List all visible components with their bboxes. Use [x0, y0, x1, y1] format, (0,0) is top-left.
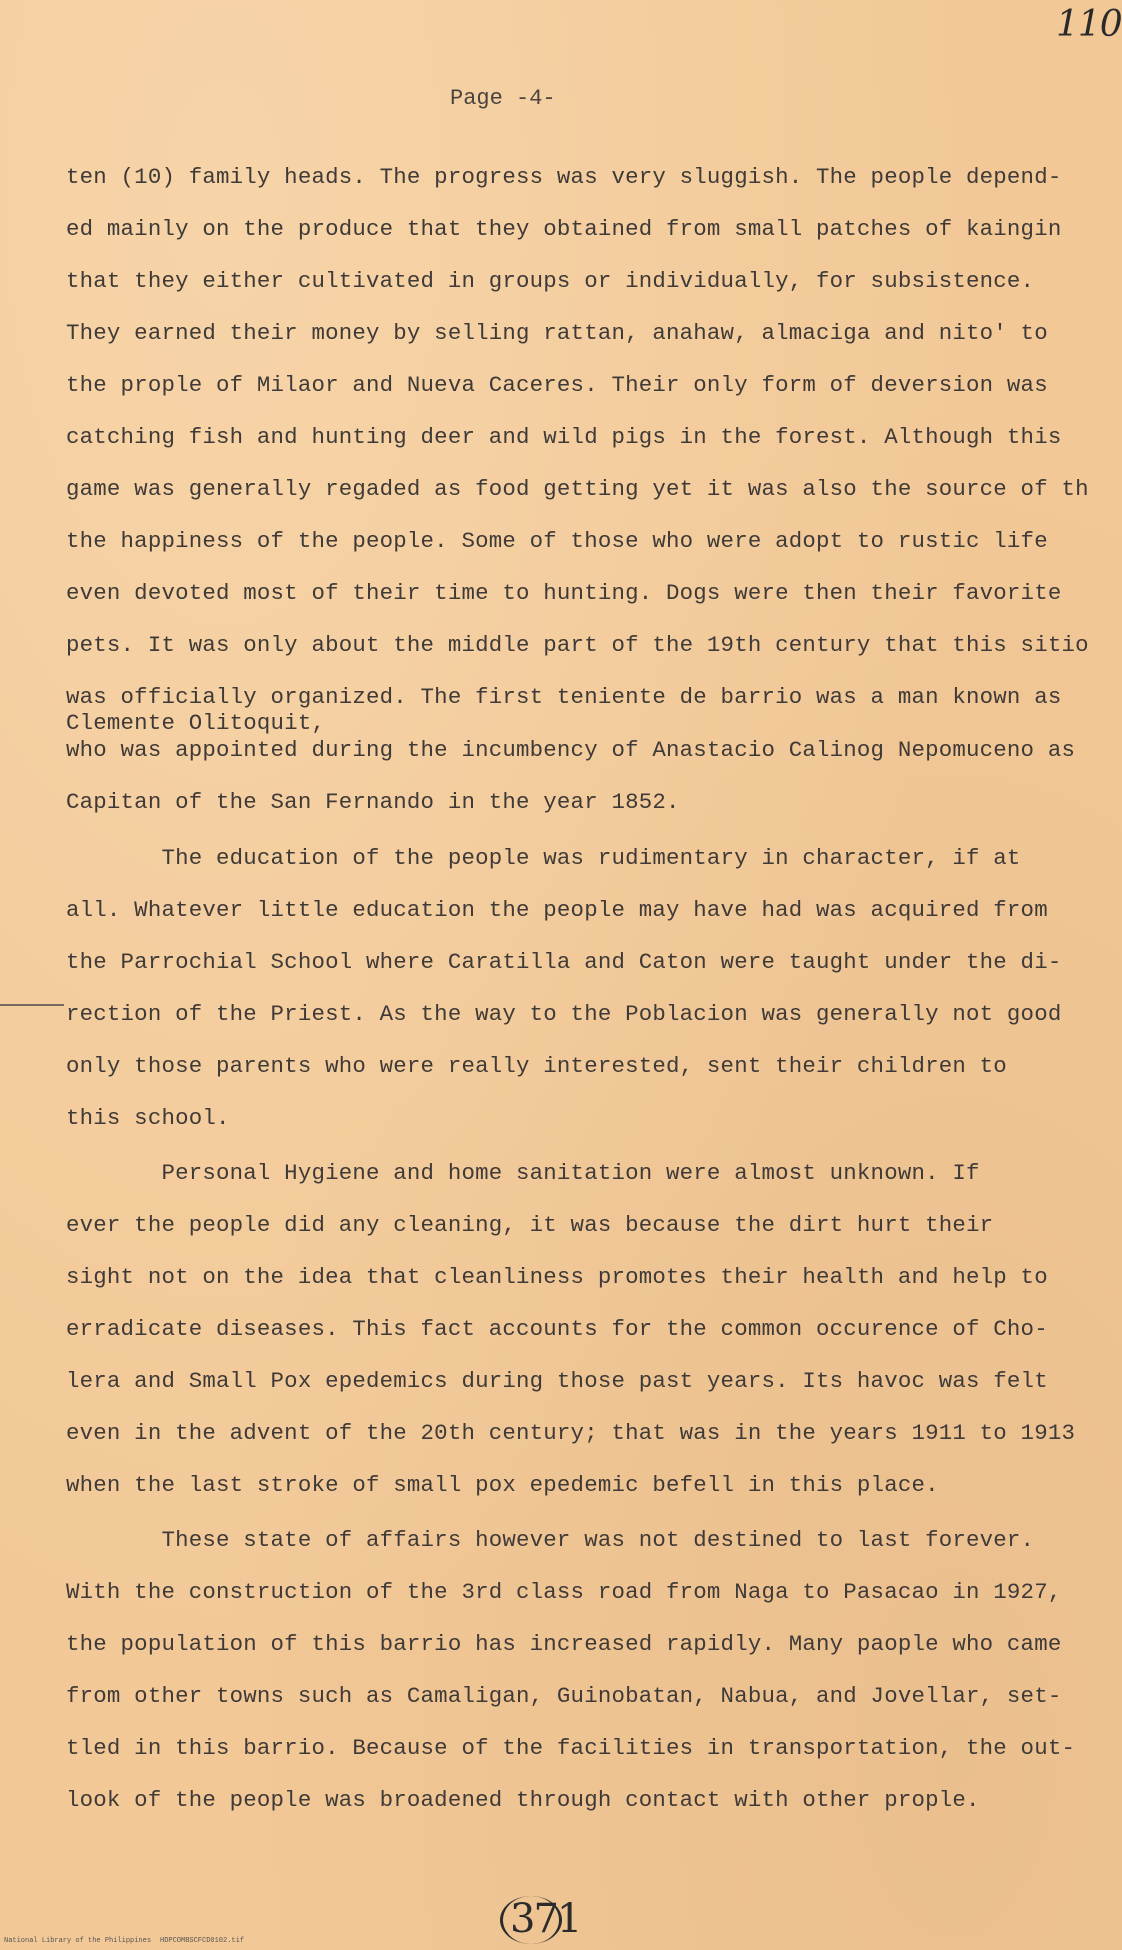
- text-line: With the construction of the 3rd class road from Naga to Pasacao in 1927,: [66, 1579, 1062, 1605]
- text-line: ever the people did any cleaning, it was because the dirt hurt their: [66, 1212, 994, 1238]
- page-heading: Page -4-: [450, 86, 556, 111]
- text-line: when the last stroke of small pox epedemic befell in this place.: [66, 1472, 939, 1498]
- text-line: pets. It was only about the middle part of the 19th century that this sitio: [66, 632, 1089, 658]
- text-line: ed mainly on the produce that they obtained from small patches of kaingin: [66, 216, 1062, 242]
- text-line: who was appointed during the incumbency of Anastacio Calinog Nepomuceno as: [66, 737, 1076, 763]
- text-line: catching fish and hunting deer and wild pigs in the forest. Although this: [66, 424, 1062, 450]
- text-line: from other towns such as Camaligan, Guinobatan, Nabua, and Jovellar, set-: [66, 1683, 1062, 1709]
- text-line: was officially organized. The first teniente de barrio was a man known as: [66, 684, 1062, 710]
- text-line: These state of affairs however was not destined to last forever.: [66, 1527, 1035, 1553]
- text-line: this school.: [66, 1105, 230, 1131]
- text-line: look of the people was broadened through contact with other prople.: [66, 1787, 980, 1813]
- text-line: even in the advent of the 20th century; that was in the years 1911 to 1913: [66, 1420, 1076, 1446]
- folio-number: 110: [1056, 4, 1122, 45]
- text-line: the happiness of the people. Some of those who were adopt to rustic life: [66, 528, 1048, 554]
- text-line: erradicate diseases. This fact accounts for the common occurence of Cho-: [66, 1316, 1048, 1342]
- text-line: Personal Hygiene and home sanitation were almost unknown. If: [66, 1160, 980, 1186]
- text-line: They earned their money by selling rattan, anahaw, almaciga and nito' to: [66, 320, 1048, 346]
- text-line: even devoted most of their time to hunting. Dogs were then their favorite: [66, 580, 1062, 606]
- text-line: ten (10) family heads. The progress was very sluggish. The people depend-: [66, 164, 1062, 190]
- footer-file: HDPCOMBSCFCD0102.tif: [160, 1937, 245, 1945]
- text-line: the population of this barrio has increased rapidly. Many paople who came: [66, 1631, 1062, 1657]
- text-line: game was generally regaded as food getting yet it was also the source of th: [66, 476, 1089, 502]
- stamp-number: 371: [510, 1896, 581, 1942]
- text-line: lera and Small Pox epedemics during those past years. Its havoc was felt: [66, 1368, 1048, 1394]
- text-line: Clemente Olitoquit,: [66, 710, 326, 736]
- text-line: tled in this barrio. Because of the facilities in transportation, the out-: [66, 1735, 1076, 1761]
- footer-source: National Library of the Philippines: [4, 1937, 152, 1945]
- text-line: all. Whatever little education the people may have had was acquired from: [66, 897, 1048, 923]
- text-line: The education of the people was rudimentary in character, if at: [66, 845, 1021, 871]
- margin-pencil-mark: [0, 1003, 64, 1007]
- text-line: only those parents who were really interested, sent their children to: [66, 1053, 1007, 1079]
- text-line: Capitan of the San Fernando in the year 1852.: [66, 789, 680, 815]
- text-line: the prople of Milaor and Nueva Caceres. Their only form of deversion was: [66, 372, 1048, 398]
- text-line: that they either cultivated in groups or individually, for subsistence.: [66, 268, 1035, 294]
- text-line: rection of the Priest. As the way to the Poblacion was generally not good: [66, 1001, 1062, 1027]
- text-line: sight not on the idea that cleanliness promotes their health and help to: [66, 1264, 1048, 1290]
- text-line: the Parrochial School where Caratilla and Caton were taught under the di-: [66, 949, 1062, 975]
